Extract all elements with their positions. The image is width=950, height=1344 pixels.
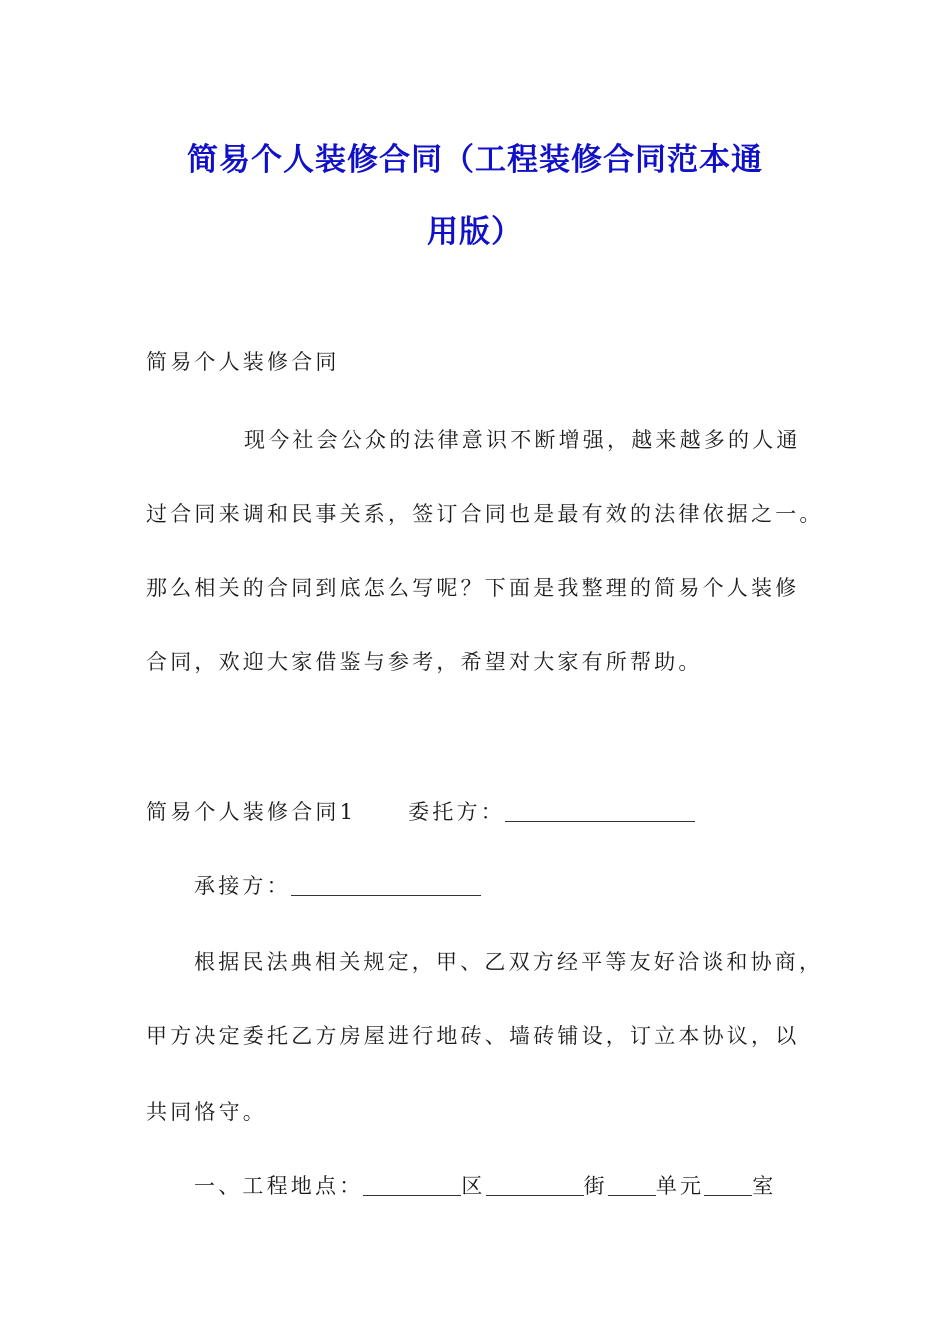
street-blank — [486, 1175, 584, 1196]
contract-heading: 简易个人装修合同1 — [146, 800, 357, 824]
street-label: 街 — [583, 1174, 608, 1198]
location-label: 一、工程地点： — [194, 1174, 364, 1198]
intro-line-4: 合同，欢迎大家借鉴与参考，希望对大家有所帮助。 — [146, 650, 703, 674]
location-row — [194, 1170, 776, 1200]
intro-line-1: 现今社会公众的法律意识不断增强，越来越多的人通 — [244, 428, 801, 452]
unit-label: 单元 — [655, 1174, 705, 1198]
document-title-line-1: 简易个人装修合同（工程装修合同范本通 — [187, 142, 763, 178]
room-blank — [704, 1175, 752, 1196]
section-subtitle: 简易个人装修合同 — [146, 350, 340, 374]
unit-blank — [608, 1175, 656, 1196]
agreement-line-3: 共同恪守。 — [146, 1100, 267, 1124]
intro-line-3: 那么相关的合同到底怎么写呢？下面是我整理的简易个人装修 — [146, 576, 800, 600]
contractor-row — [194, 870, 481, 900]
contractor-blank — [291, 875, 481, 896]
client-blank — [505, 801, 695, 822]
room-label: 室 — [752, 1174, 777, 1198]
document-title-line-2: 用版） — [427, 214, 523, 250]
agreement-line-1: 根据民法典相关规定，甲、乙双方经平等友好洽谈和协商， — [194, 950, 824, 974]
contract-heading-row — [146, 796, 695, 826]
agreement-line-2: 甲方决定委托乙方房屋进行地砖、墙砖铺设，订立本协议，以 — [146, 1024, 800, 1048]
district-label: 区 — [461, 1174, 486, 1198]
intro-line-2: 过合同来调和民事关系，签订合同也是最有效的法律依据之一。 — [146, 502, 824, 526]
contractor-label: 承接方： — [194, 874, 291, 898]
district-blank — [363, 1175, 461, 1196]
client-label: 委托方： — [408, 800, 505, 824]
